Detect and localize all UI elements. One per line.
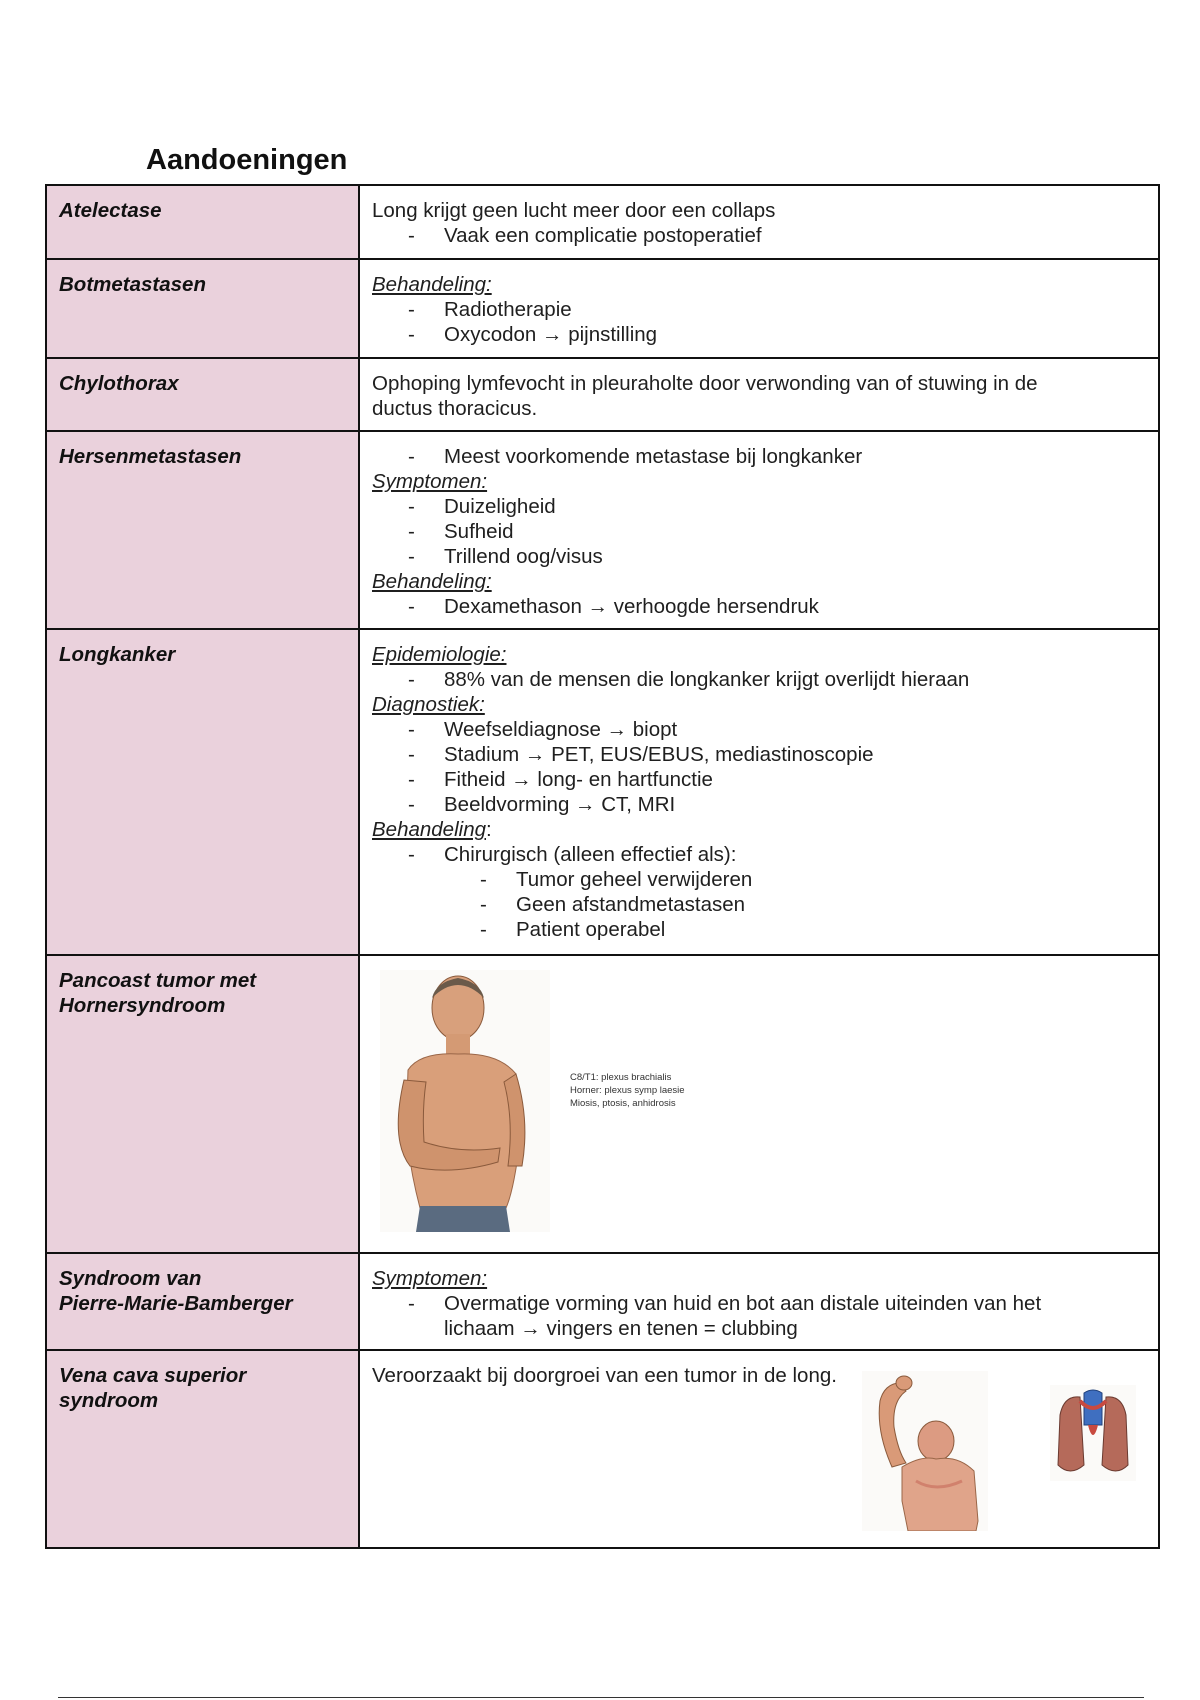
- list-item: - Beeldvorming → CT, MRI: [372, 792, 1146, 817]
- list-item: - Radiotherapie: [372, 297, 1146, 322]
- list-item: - Weefseldiagnose → biopt: [372, 717, 1146, 742]
- list-item: - 88% van de mensen die longkanker krijgt overlijdt hieraan: [372, 667, 1146, 692]
- table-row: [46, 259, 1159, 358]
- table-row: [46, 629, 1159, 955]
- description-text: Long krijgt geen lucht meer door een collaps: [372, 199, 776, 222]
- section-heading: Behandeling:: [372, 273, 492, 296]
- list-item: - Stadium → PET, EUS/EBUS, mediastinoscopie: [372, 742, 1146, 767]
- section-heading: Behandeling:: [372, 570, 492, 593]
- list-item-continuation: lichaam → vingers en tenen = clubbing: [444, 1317, 798, 1340]
- section-heading-colon: :: [486, 818, 492, 841]
- page-title: Aandoeningen: [146, 144, 348, 176]
- note-line: C8/T1: plexus brachialis: [570, 1072, 672, 1083]
- list-item: - Dexamethason → verhoogde hersendruk: [372, 594, 1146, 619]
- vcs-patient-illustration: [862, 1371, 988, 1531]
- description-text-line: ductus thoracicus.: [372, 397, 538, 420]
- term-cell: [46, 1350, 359, 1548]
- list-item: - Meest voorkomende metastase bij longkanker: [372, 444, 1146, 469]
- list-item: - Fitheid → long- en hartfunctie: [372, 767, 1146, 792]
- description-cell: [359, 431, 1159, 629]
- description-cell: [359, 259, 1159, 358]
- description-cell: [359, 629, 1159, 955]
- description-text: Veroorzaakt bij doorgroei van een tumor in de long.: [372, 1364, 837, 1387]
- section-heading: Symptomen:: [372, 1267, 488, 1290]
- list-item: - Trillend oog/visus: [372, 544, 1146, 569]
- term-line: Vena cava superior: [59, 1364, 247, 1387]
- description-cell: [359, 185, 1159, 259]
- term-cell: Hersenmetastasen: [46, 431, 359, 629]
- term-line: Syndroom van: [59, 1267, 202, 1290]
- list-item: - Overmatige vorming van huid en bot aan distale uiteinden van het: [372, 1291, 1146, 1316]
- sub-list-item: - Patient operabel: [372, 917, 1146, 942]
- section-heading: Symptomen:: [372, 470, 488, 493]
- term-cell: Botmetastasen: [46, 259, 359, 358]
- table-row: [46, 185, 1159, 259]
- list-item: - Duizeligheid: [372, 494, 1146, 519]
- list-item: - Vaak een complicatie postoperatief: [372, 223, 1146, 248]
- term-cell: [46, 1253, 359, 1350]
- term-line: Hornersyndroom: [59, 994, 226, 1017]
- note-line: Horner: plexus symp laesie: [570, 1085, 685, 1096]
- description-cell: [359, 1350, 1159, 1548]
- vcs-lung-illustration: [1050, 1385, 1136, 1481]
- table-row: [46, 358, 1159, 431]
- section-heading: Epidemiologie:: [372, 643, 507, 666]
- term-line: Pancoast tumor met: [59, 969, 257, 992]
- term-cell: Atelectase: [46, 185, 359, 259]
- table-row: [46, 955, 1159, 1253]
- sub-list-item: - Geen afstandmetastasen: [372, 892, 1146, 917]
- table-row: [46, 1350, 1159, 1548]
- section-heading: Diagnostiek:: [372, 693, 485, 716]
- term-line: syndroom: [59, 1389, 159, 1412]
- description-cell: [359, 358, 1159, 431]
- description-cell: [359, 1253, 1159, 1350]
- description-cell: [359, 955, 1159, 1253]
- term-cell: Longkanker: [46, 629, 359, 955]
- conditions-table: [45, 184, 1160, 1549]
- footer-divider: [58, 1697, 1144, 1698]
- section-heading: [372, 817, 1146, 842]
- list-item: - Sufheid: [372, 519, 1146, 544]
- sub-list-item: - Tumor geheel verwijderen: [372, 867, 1146, 892]
- pancoast-patient-illustration: [380, 970, 550, 1232]
- list-item: - Oxycodon → pijnstilling: [372, 322, 1146, 347]
- term-cell: [46, 955, 359, 1253]
- description-text-line: Ophoping lymfevocht in pleuraholte door verwonding van of stuwing in de: [372, 372, 1038, 395]
- illustration-notes: [570, 1071, 685, 1110]
- term-cell: Chylothorax: [46, 358, 359, 431]
- note-line: Miosis, ptosis, anhidrosis: [570, 1098, 676, 1109]
- table-row: [46, 431, 1159, 629]
- list-item: - Chirurgisch (alleen effectief als):: [372, 842, 1146, 867]
- table-row: [46, 1253, 1159, 1350]
- term-line: Pierre-Marie-Bamberger: [59, 1292, 293, 1315]
- section-heading-label: Behandeling: [372, 818, 486, 841]
